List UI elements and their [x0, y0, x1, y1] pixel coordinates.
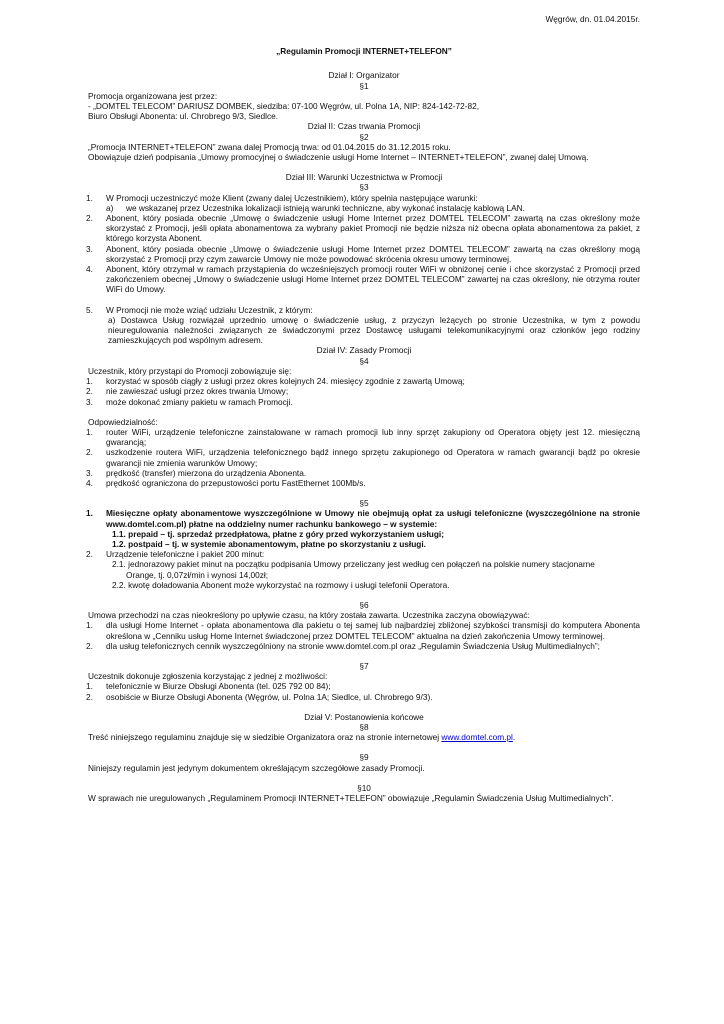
- organizer-address: Biuro Obsługi Abonenta: ul. Chrobrego 9/3, Siedlce.: [88, 111, 279, 122]
- section-heading-rules: Dział IV: Zasady Promocji: [316, 345, 412, 356]
- billing-prepaid: 1.1. prepaid – tj. sprzedaż przedpłatowa, płatne z góry przed wykorzystaniem usługi;: [112, 528, 444, 539]
- list-item: 4. Abonent, który otrzymał w ramach przystąpienia do wcześniejszych promocji router WiFi w obniżonej cenie i chce skorzystać z Promocji przed zakończeniem obecnej „Umowy o świadczenie usługi Home Internet przez DOMTEL TELECOM” zawartej na czas określony, nie otrzyma router WiFi do Umowy.: [86, 264, 640, 295]
- paragraph-mark-4: §4: [359, 355, 369, 366]
- list-item: 1. telefonicznie w Biurze Obsługi Abonenta (tel. 025 792 00 84);: [86, 681, 331, 692]
- obligations-intro: Uczestnik, który przystąpi do Promocji zobowiązuje się:: [88, 365, 292, 376]
- regulation-location: Treść niniejszego regulaminu znajduje się w siedzibie Organizatora oraz na stronie internetowej www.domtel.com.pl.: [88, 732, 516, 743]
- paragraph-mark-7: §7: [359, 660, 369, 671]
- list-item: 1. korzystać w sposób ciągły z usługi przez okres kolejnych 24. miesięcy zgodnie z zawartą Umową;: [86, 376, 465, 387]
- paragraph-mark-9: §9: [359, 752, 369, 763]
- list-item: 1. dla usługi Home Internet - opłata abonamentowa dla pakietu o tej samej lub najbardziej zbliżonej szybkości transmisji do komputera Abonenta określona w „Cenniku usług Home Internet świadczonej przez DOMTEL TELECOM” aktualna na dzień zakończenia Umowy terminowej.: [86, 620, 640, 641]
- exclusion-detail: a) Dostawca Usług rozwiązał uprzednio umowę o świadczenie usług, z przyczyn leżących po stronie Uczestnika, w tym z powodu nieuregulowania należności związanych ze świadczonymi przez Dostawcę usługami telekomunikacyjnymi oraz członków jego rodziny zamieszkujących pod wspólnym adresem.: [108, 314, 640, 346]
- paragraph-mark-6: §6: [359, 599, 369, 610]
- list-item: 4. prędkość ograniczona do przepustowości portu FastEthernet 100Mb/s.: [86, 477, 366, 488]
- section-heading-final: Dział V: Postanowienia końcowe: [304, 711, 424, 722]
- organizer-intro: Promocja organizowana jest przez:: [88, 90, 218, 101]
- organizer-line: - „DOMTEL TELECOM” DARIUSZ DOMBEK, siedziba: 07-100 Węgrów, ul. Polna 1A, NIP: 824-142-72-82,: [88, 101, 480, 112]
- list-item: 3. Abonent, który posiada obecnie „Umowę o świadczenie usługi Home Internet przez DOMTEL TELECOM” zawartą na czas określony mogą skorzystać z Promocji przy czym zawarcie Umowy nie może powodować skrócenia okresu umowy terminowej.: [86, 243, 640, 264]
- paragraph-mark-3: §3: [359, 182, 369, 193]
- list-item: 2. dla usług telefonicznych cennik wyszczególniony na stronie www.domtel.com.pl oraz „Regulamin Świadczenia Usług Multimedialnych”;: [86, 640, 600, 651]
- minutes-package: 2.1. jednorazowy pakiet minut na początku podpisania Umowy przeliczany jest według cen połączeń na polskie numery stacjonarne: [112, 559, 595, 570]
- list-item: 3. może dokonać zmiany pakietu w ramach Promocji.: [86, 396, 293, 407]
- list-item: 2. nie zawieszać usługi przez okres trwania Umowy;: [86, 386, 289, 397]
- paragraph-mark-2: §2: [359, 131, 369, 142]
- liability-intro: Odpowiedzialność:: [88, 416, 158, 427]
- unregulated-matters: W sprawach nie uregulowanych „Regulaminem Promocji INTERNET+TELEFON” obowiązuje „Regulamin Świadczenia Usług Multimedialnych”.: [88, 793, 614, 803]
- website-link[interactable]: www.domtel.com.pl: [441, 732, 513, 743]
- sole-document-note: Niniejszy regulamin jest jedynym dokumentem określającym szczegółowe zasady Promocji.: [88, 762, 425, 773]
- document-date: Węgrów, dn. 01.04.2015r.: [545, 14, 640, 24]
- list-item: 2. Abonent, który posiada obecnie „Umowę o świadczenie usługi Home Internet przez DOMTEL TELECOM” zawartą na czas określony może skorzystać z Promocji, jeśli opłata abonamentowa za wybrany pakiet Promocji nie będzie niższa niż obecna opłata abonamentowa za pakiet, z którego korzysta Abonent.: [86, 213, 640, 244]
- list-item: 1. router WiFi, urządzenie telefoniczne zainstalowane w ramach promocji lub inny sprzęt zakupiony od Operatora objęty jest 12. miesięczną gwarancją;: [86, 426, 640, 448]
- list-item: a) we wskazanej przez Uczestnika lokalizacji istnieją warunki techniczne, aby wykonać instalację kablową LAN.: [106, 202, 525, 213]
- application-intro: Uczestnik dokonuje zgłoszenia korzystając z jednej z możliwości:: [88, 671, 328, 682]
- document-page: [88, 14, 640, 803]
- paragraph-mark-5: §5: [359, 498, 369, 509]
- topup-amount: 2.2. kwotę doładowania Abonent może wykorzystać na rozmowy i usługi telefonii Operatora.: [112, 579, 450, 590]
- document-title: „Regulamin Promocji INTERNET+TELEFON”: [276, 46, 452, 57]
- list-item: 5. W Promocji nie może wziąć udziału Uczestnik, z którym:: [86, 304, 313, 315]
- list-item: 2. osobiście w Biurze Obsługi Abonenta (Węgrów, ul. Polna 1A; Siedlce, ul. Chrobrego 9/3).: [86, 691, 433, 702]
- minutes-package-rate: Orange, tj. 0,07zł/min i wynosi 14,00zł;: [126, 569, 269, 580]
- duration-validity: Obowiązuje dzień podpisania „Umowy promocyjnej o świadczenie usługi Home Internet – INTERNET+TELEFON”, zwanej dalej Umową.: [88, 152, 589, 163]
- paragraph-mark-8: §8: [359, 721, 369, 732]
- duration-line: „Promocja INTERNET+TELEFON” zwana dalej Promocją trwa: od 01.04.2015 do 31.12.2015 roku.: [88, 141, 451, 152]
- section-heading-duration: Dział II: Czas trwania Promocji: [307, 121, 421, 132]
- contract-extension-intro: Umowa przechodzi na czas nieokreślony po upływie czasu, na który została zawarta. Uczestnika zaczyna obowiązywać:: [88, 610, 530, 621]
- paragraph-mark-10: §10: [357, 782, 371, 793]
- list-item: 2. Urządzenie telefoniczne i pakiet 200 minut:: [86, 549, 265, 560]
- section-heading-organizer: Dział I: Organizator: [328, 70, 400, 81]
- list-item: 3. prędkość (transfer) mierzona do urządzenia Abonenta.: [86, 467, 307, 478]
- section-heading-conditions: Dział III: Warunki Uczestnictwa w Promocji: [285, 172, 443, 183]
- list-item: 1. W Promocji uczestniczyć może Klient (zwany dalej Uczestnikiem), który spełnia następujące warunki:: [86, 192, 478, 203]
- billing-postpaid: 1.2. postpaid – tj. w systemie abonamentowym, płatne po skorzystaniu z usługi.: [112, 538, 426, 549]
- list-item: 2. uszkodzenie routera WiFi, urządzenia telefonicznego bądź innego sprzętu zakupionego od Operatora w ramach gwarancji bądź po okresie gwarancji nie zmienia warunków Umowy;: [86, 447, 640, 468]
- list-item: 1. Miesięczne opłaty abonamentowe wyszczególnione w Umowy nie obejmują opłat za usługi telefoniczne (wyszczególnione na stronie www.domtel.com.pl) płatne na oddzielny numer rachunku bankowego – w systemie:: [86, 508, 640, 529]
- paragraph-mark-1: §1: [359, 80, 369, 91]
